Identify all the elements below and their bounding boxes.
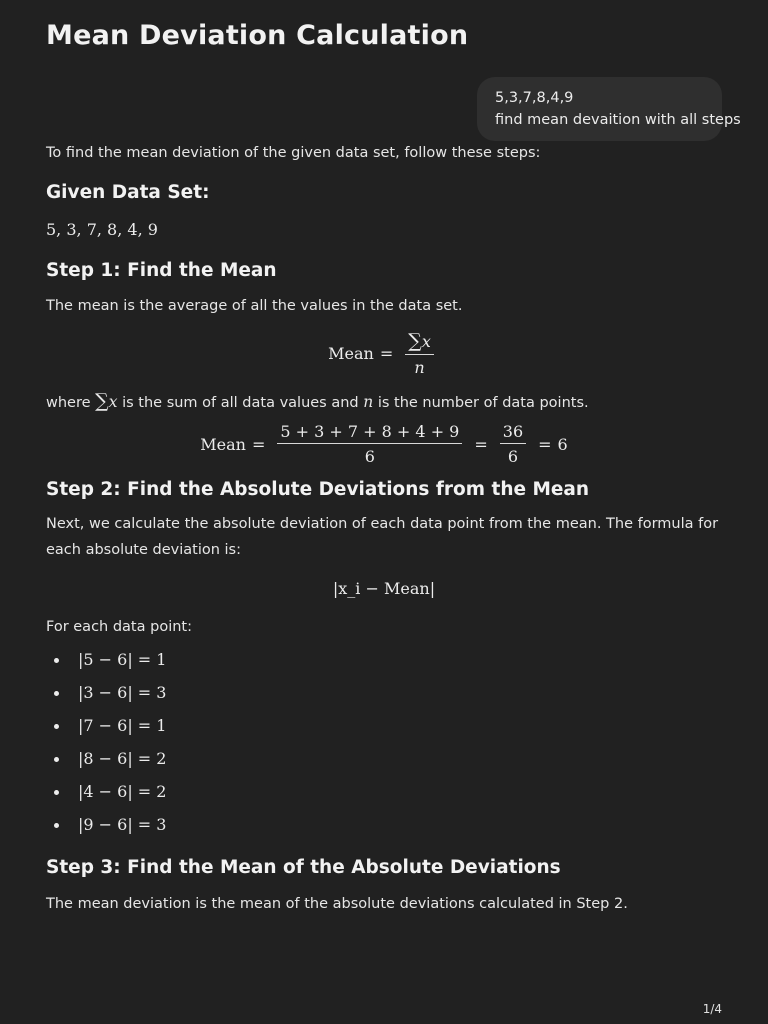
list-item (46, 778, 166, 811)
page-counter: 1/4 (702, 1002, 722, 1016)
step3-description: The mean deviation is the mean of the absolute deviations calculated in Step 2. (46, 896, 628, 912)
deviation-item: |3 − 6| = 3 (78, 683, 167, 702)
deviation-item: |9 − 6| = 3 (78, 815, 167, 834)
given-data-values: 5, 3, 7, 8, 4, 9 (46, 220, 158, 239)
mean-formula-label: Mean (328, 343, 374, 363)
given-data-heading: Given Data Set: (46, 182, 210, 203)
step1-where-text (46, 390, 589, 412)
calc-denominator-2: 6 (507, 447, 519, 466)
deviation-item: |5 − 6| = 1 (78, 650, 167, 669)
list-item (46, 745, 166, 778)
deviation-item: |8 − 6| = 2 (78, 749, 167, 768)
formula-denominator: n (414, 357, 425, 377)
where-suffix: is the number of data points. (377, 395, 589, 411)
page-title: Mean Deviation Calculation (46, 20, 469, 51)
list-item (46, 646, 166, 679)
absolute-deviation-formula: |x_i − Mean| (332, 578, 436, 598)
deviation-item: |7 − 6| = 1 (78, 716, 167, 735)
calc-numerator: 5 + 3 + 7 + 8 + 4 + 9 (277, 422, 462, 444)
user-message-line-2: find mean devaition with all steps (495, 112, 741, 128)
step2-description-line-2: each absolute deviation is: (46, 542, 241, 558)
calc-result: 6 (557, 434, 568, 454)
calc-denominator: 6 (364, 447, 375, 466)
user-message-bubble (477, 77, 741, 141)
list-item (46, 679, 166, 712)
intro-text: To find the mean deviation of the given data set, follow these steps: (46, 145, 541, 161)
step3-heading: Step 3: Find the Mean of the Absolute Deviations (46, 857, 561, 878)
mean-formula-fraction (405, 330, 434, 377)
step1-heading: Step 1: Find the Mean (46, 260, 277, 281)
where-n: n (363, 393, 374, 411)
calc-fraction-1 (277, 422, 462, 466)
where-variable: x (108, 393, 118, 411)
calc-fraction-2 (500, 422, 526, 466)
sigma-symbol: ∑ (408, 329, 422, 352)
where-prefix: where (46, 395, 91, 411)
mean-calculation: Mean = $\frac{5 + 3 + 7 + 8 + 4 + 9}{6}$ = $\frac{36}{6}$ = 6 (200, 422, 568, 466)
where-mid: is the sum of all data values and (122, 395, 359, 411)
deviation-item: |4 − 6| = 2 (78, 782, 167, 801)
for-each-text: For each data point: (46, 619, 192, 635)
calc-label: Mean (200, 434, 246, 454)
mean-formula: Mean = $\frac{\sum x}{n}$ (0, 330, 768, 376)
deviation-list (46, 646, 166, 844)
list-item (46, 712, 166, 745)
step1-description: The mean is the average of all the values in the data set. (46, 298, 463, 314)
list-item (46, 811, 166, 844)
step2-description-line-1: Next, we calculate the absolute deviation of each data point from the mean. The formula for (46, 516, 719, 532)
formula-variable: x (421, 331, 431, 351)
where-sigma: ∑ (95, 390, 109, 412)
step2-heading: Step 2: Find the Absolute Deviations from the Mean (46, 479, 590, 500)
calc-numerator-2: 36 (500, 422, 526, 444)
user-message-line-1: 5,3,7,8,4,9 (495, 90, 574, 106)
